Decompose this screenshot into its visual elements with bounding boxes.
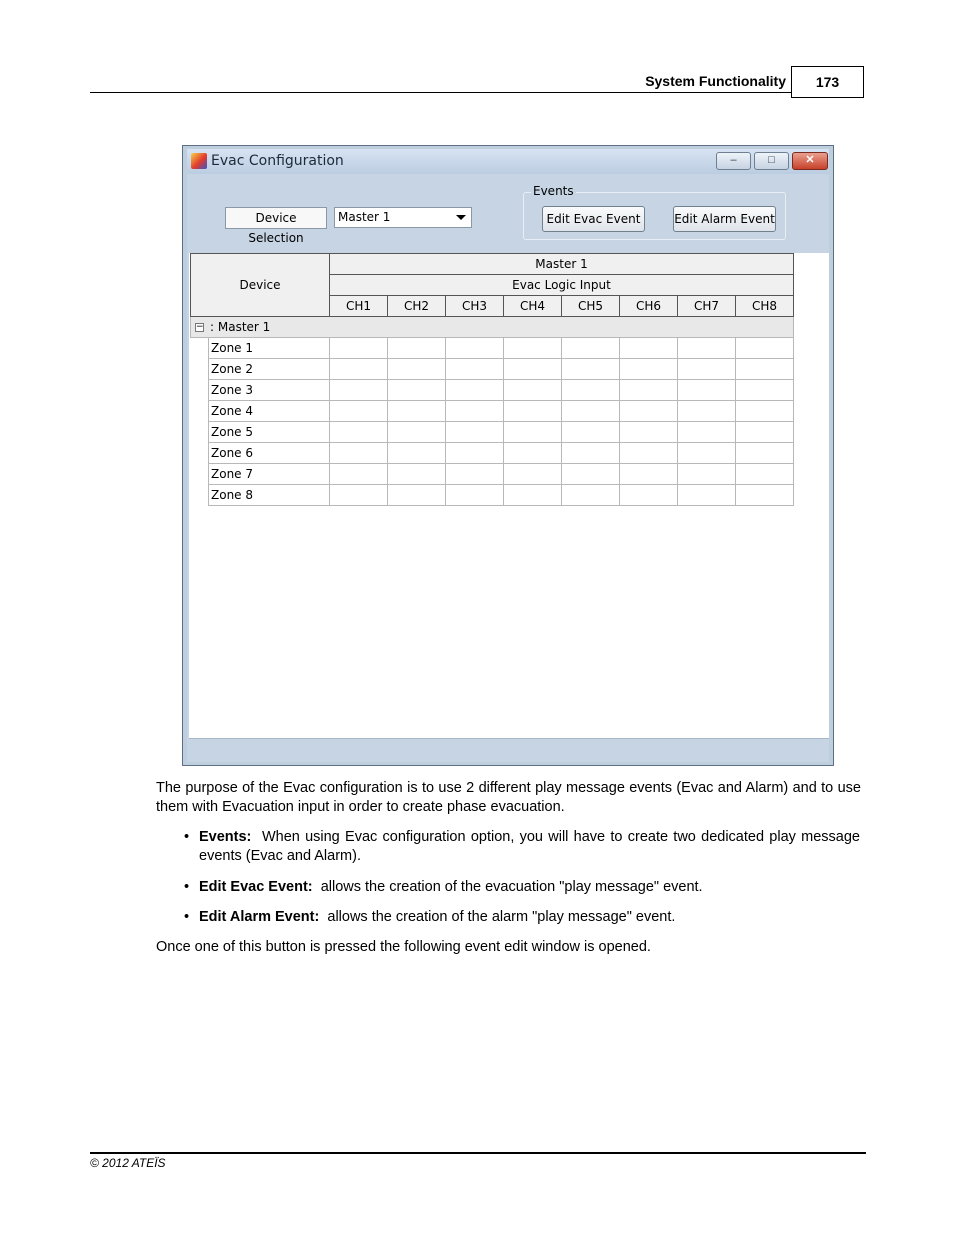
evac-logic-input-header: Evac Logic Input: [330, 275, 794, 296]
table-row: [191, 338, 794, 359]
grid-cell[interactable]: [736, 485, 794, 506]
grid-cell[interactable]: [504, 443, 562, 464]
copyright: © 2012 ATEÏS: [90, 1156, 166, 1170]
edit-alarm-event-button[interactable]: Edit Alarm Event: [673, 206, 776, 232]
zone-name: Zone 2: [209, 359, 330, 380]
grid-cell[interactable]: [736, 359, 794, 380]
table-row: [191, 464, 794, 485]
grid-cell[interactable]: [504, 422, 562, 443]
evac-logic-grid: [190, 253, 794, 506]
bullet-item: [199, 828, 860, 866]
grid-cell[interactable]: [388, 380, 446, 401]
bullet-dot-icon: •: [184, 909, 190, 925]
grid-cell[interactable]: [504, 338, 562, 359]
grid-cell[interactable]: [504, 359, 562, 380]
collapse-icon[interactable]: −: [196, 322, 204, 332]
channel-header: CH5: [562, 296, 620, 317]
status-bar: [189, 738, 829, 762]
close-button[interactable]: ✕: [792, 152, 828, 170]
grid-cell[interactable]: [388, 443, 446, 464]
grid-cell[interactable]: [446, 422, 504, 443]
evac-configuration-window: [182, 145, 834, 766]
grid-cell[interactable]: [504, 485, 562, 506]
grid-cell[interactable]: [620, 443, 678, 464]
app-icon: [191, 153, 207, 169]
grid-cell[interactable]: [678, 380, 736, 401]
grid-cell[interactable]: [504, 380, 562, 401]
grid-cell[interactable]: [446, 443, 504, 464]
edit-evac-event-button[interactable]: Edit Evac Event: [542, 206, 645, 232]
table-row: [191, 485, 794, 506]
bullet-term: Edit Alarm Event:: [199, 909, 320, 925]
grid-cell[interactable]: [562, 464, 620, 485]
grid-cell[interactable]: [620, 401, 678, 422]
grid-cell[interactable]: [562, 359, 620, 380]
grid-cell[interactable]: [562, 422, 620, 443]
table-row: [191, 443, 794, 464]
device-selection-dropdown[interactable]: [334, 207, 472, 228]
grid-cell[interactable]: [562, 380, 620, 401]
grid-cell[interactable]: [330, 443, 388, 464]
channel-header: CH8: [736, 296, 794, 317]
grid-cell[interactable]: [446, 359, 504, 380]
grid-cell[interactable]: [620, 464, 678, 485]
bullet-text: allows the creation of the evacuation "play message" event.: [320, 879, 703, 895]
grid-cell[interactable]: [504, 401, 562, 422]
zone-name: Zone 8: [209, 485, 330, 506]
window-title: Evac Configuration: [211, 153, 344, 169]
grid-cell[interactable]: [562, 443, 620, 464]
window-client-area: [189, 175, 829, 761]
grid-cell[interactable]: [446, 338, 504, 359]
grid-cell[interactable]: [620, 359, 678, 380]
table-row: [191, 422, 794, 443]
table-row: [191, 401, 794, 422]
bullet-term: Edit Evac Event:: [199, 879, 313, 895]
channel-header: CH3: [446, 296, 504, 317]
zone-name: Zone 7: [209, 464, 330, 485]
grid-cell[interactable]: [446, 401, 504, 422]
grid-cell[interactable]: [330, 464, 388, 485]
channel-header: CH7: [678, 296, 736, 317]
zone-name: Zone 5: [209, 422, 330, 443]
master-header: Master 1: [330, 254, 794, 275]
grid-cell[interactable]: [504, 464, 562, 485]
grid-cell[interactable]: [388, 485, 446, 506]
group-label: : Master 1: [210, 320, 271, 334]
master-group-row[interactable]: [191, 317, 794, 338]
bullet-text: When using Evac configuration option, you will have to create two dedicated play message events (Evac and Alarm).: [199, 829, 860, 864]
bullet-dot-icon: •: [184, 879, 190, 895]
grid-cell[interactable]: [388, 422, 446, 443]
grid-cell[interactable]: [330, 359, 388, 380]
maximize-button[interactable]: □: [754, 152, 789, 170]
grid-cell[interactable]: [620, 422, 678, 443]
grid-cell[interactable]: [562, 338, 620, 359]
grid-cell[interactable]: [678, 422, 736, 443]
bullet-dot-icon: •: [184, 829, 190, 845]
grid-cell[interactable]: [330, 422, 388, 443]
grid-cell[interactable]: [736, 338, 794, 359]
zone-name: Zone 3: [209, 380, 330, 401]
closing-paragraph: Once one of this button is pressed the following event edit window is opened.: [156, 939, 651, 955]
channel-header: CH2: [388, 296, 446, 317]
grid-cell[interactable]: [736, 401, 794, 422]
title-bar[interactable]: [187, 149, 829, 174]
channel-header: CH1: [330, 296, 388, 317]
evac-grid-area: [189, 253, 829, 738]
grid-cell[interactable]: [736, 422, 794, 443]
grid-cell[interactable]: [620, 338, 678, 359]
grid-cell[interactable]: [620, 380, 678, 401]
grid-cell[interactable]: [562, 401, 620, 422]
footer-rule: [90, 1152, 866, 1154]
grid-cell[interactable]: [678, 359, 736, 380]
grid-cell[interactable]: [562, 485, 620, 506]
grid-cell[interactable]: [446, 380, 504, 401]
channel-header: CH4: [504, 296, 562, 317]
chevron-down-icon[interactable]: [456, 215, 466, 220]
grid-cell[interactable]: [388, 401, 446, 422]
minimize-button[interactable]: –: [716, 152, 751, 170]
zone-name: Zone 4: [209, 401, 330, 422]
intro-paragraph: The purpose of the Evac configuration is to use 2 different play message events (Evac and Alarm) and to use them with Evacuation input in order to create phase evacuation.: [156, 780, 861, 815]
grid-cell[interactable]: [446, 485, 504, 506]
channel-header: CH6: [620, 296, 678, 317]
events-group-label: Events: [533, 184, 574, 198]
grid-cell[interactable]: [678, 443, 736, 464]
table-row: [191, 380, 794, 401]
device-column-header: Device: [191, 254, 330, 317]
bullet-term: Events:: [199, 829, 252, 845]
zone-name: Zone 1: [209, 338, 330, 359]
device-selection-value: Master 1: [338, 210, 391, 224]
bullet-item: [199, 908, 860, 927]
header-rule: [90, 92, 792, 93]
section-title: System Functionality: [645, 73, 786, 89]
grid-cell[interactable]: [388, 464, 446, 485]
grid-cell[interactable]: [678, 485, 736, 506]
grid-cell[interactable]: [736, 464, 794, 485]
grid-cell[interactable]: [330, 380, 388, 401]
table-row: [191, 359, 794, 380]
bullet-item: [199, 878, 860, 897]
grid-cell[interactable]: [736, 443, 794, 464]
page-number: 173: [791, 66, 864, 98]
device-selection-label: Device Selection: [225, 207, 327, 229]
grid-cell[interactable]: [330, 338, 388, 359]
grid-cell[interactable]: [330, 401, 388, 422]
grid-cell[interactable]: [678, 338, 736, 359]
grid-cell[interactable]: [446, 464, 504, 485]
grid-cell[interactable]: [736, 380, 794, 401]
grid-cell[interactable]: [388, 359, 446, 380]
bullet-text: allows the creation of the alarm "play message" event.: [327, 909, 676, 925]
zone-name: Zone 6: [209, 443, 330, 464]
grid-cell[interactable]: [678, 464, 736, 485]
grid-cell[interactable]: [620, 485, 678, 506]
grid-cell[interactable]: [330, 485, 388, 506]
grid-cell[interactable]: [388, 338, 446, 359]
grid-cell[interactable]: [678, 401, 736, 422]
